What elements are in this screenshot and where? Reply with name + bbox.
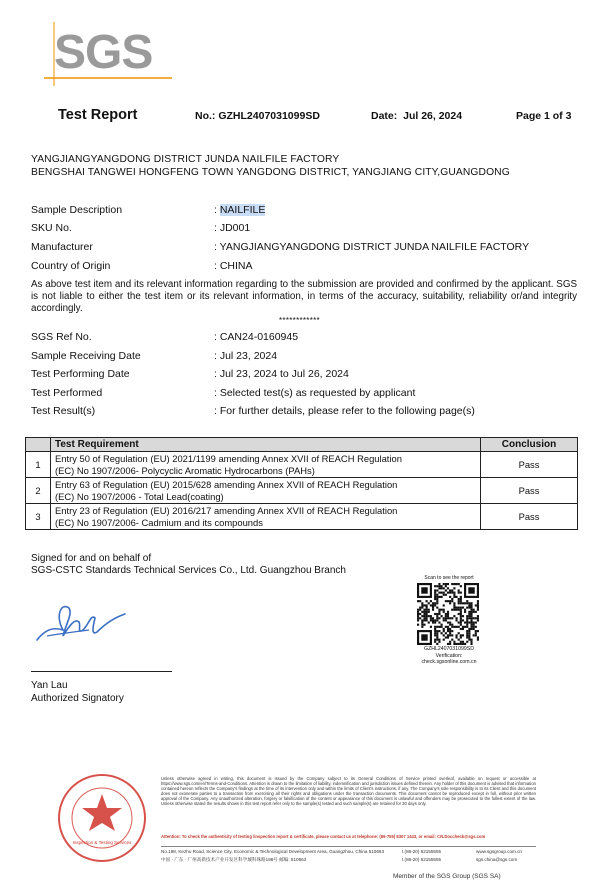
row-conclusion: Pass <box>481 478 578 504</box>
red-stamp <box>56 772 148 864</box>
signatory-name: Yan Lau <box>31 680 68 691</box>
test-results-value: : For further details, please refer to the following page(s) <box>214 405 475 417</box>
sku-value: : JD001 <box>214 222 251 234</box>
performing-date-label: Test Performing Date <box>31 368 130 380</box>
table-row <box>26 452 578 478</box>
manufacturer-value: : YANGJIANGYANGDONG DISTRICT JUNDA NAILFILE FACTORY <box>214 241 530 253</box>
header-conclusion: Conclusion <box>481 438 578 452</box>
qr-verification: GZHL2407031099SD Verification: check.sgsonline.com.cn <box>421 646 477 665</box>
row-conclusion: Pass <box>481 452 578 478</box>
footer-web[interactable]: www.sgsgroup.com.cn <box>476 849 522 854</box>
header-requirement: Test Requirement <box>51 438 481 452</box>
row-number: 1 <box>26 452 51 478</box>
row-number: 3 <box>26 504 51 530</box>
ref-no-value: : CAN24-0160945 <box>214 331 299 343</box>
stamp-text: Inspection & Testing Services <box>72 840 132 845</box>
authenticity-attention: Attention: To check the authenticity of testing /inspection report & certificate, please contact us at telephone: (86-755) 8307 1443, or email: CN.Doccheck@sgs.com <box>161 834 486 839</box>
signed-on-behalf: Signed for and on behalf of SGS-CSTC Standards Technical Services Co., Ltd. Guangzhou Branch <box>31 553 346 576</box>
footer-tel-2: t (86-20) 82155555 <box>402 857 442 862</box>
header-num-cell <box>26 438 51 452</box>
report-title: Test Report <box>58 107 138 123</box>
qr-code[interactable] <box>415 583 481 645</box>
terms-fine-print: Unless otherwise agreed in writing, this document is issued by the Company subject to its General Conditions of Service printed overleaf, available on request or accessible at https://www.sgs.com/en/Terms-and-Conditions. Attention is drawn to the limitation of liability, indemnification and jurisdiction issues defined therein. Any holder of this document is advised that information contained hereon reflects the Company's findings at the time of its intervention only and within the limits of Client's instructions, if any. The Company's sole responsibility is to its Client and this document does not exonerate parties to a transaction from exercising all their rights and obligations under the transaction documents. This document cannot be reproduced except in full, without prior written approval of the Company. Any unauthorized alteration, forgery or falsification of the content or appearance of this document is unlawful and offenders may be prosecuted to the fullest extent of the law. Unless otherwise stated the results shown in this test report refer only to the sample(s) tested and such sample(s) are retained for 30 days only. <box>161 776 536 807</box>
row-number: 2 <box>26 478 51 504</box>
test-performed-label: Test Performed <box>31 387 103 399</box>
sgs-logo <box>44 22 172 90</box>
report-number: No.: GZHL2407031099SD <box>195 110 320 122</box>
performing-date-value: : Jul 23, 2024 to Jul 26, 2024 <box>214 368 349 380</box>
row-requirement: Entry 50 of Regulation (EU) 2021/1199 amending Annex XVII of REACH Regulation (EC) No 1907/2006- Polycyclic Aromatic Hydrocarbons (PAHs) <box>51 452 481 478</box>
ref-no-label: SGS Ref No. <box>31 331 92 343</box>
signatory-title: Authorized Signatory <box>31 693 124 704</box>
row-requirement: Entry 63 of Regulation (EU) 2015/628 amending Annex XVII of REACH Regulation (EC) No 1907/2006 - Total Lead(coating) <box>51 478 481 504</box>
page-number: Page 1 of 3 <box>516 110 572 122</box>
footer-email[interactable]: sgs.china@sgs.com <box>476 857 518 862</box>
receiving-date-label: Sample Receiving Date <box>31 350 141 362</box>
test-requirement-table <box>25 437 578 530</box>
applicant-address: YANGJIANGYANGDONG DISTRICT JUNDA NAILFILE FACTORY BENGSHAI TANGWEI HONGFENG TOWN YANGDONG DISTRICT, YANGJIANG CITY,GUANGDONG <box>31 154 510 178</box>
sgs-logo-text: SGS <box>54 26 153 79</box>
test-performed-value: : Selected test(s) as requested by applicant <box>214 387 416 399</box>
footer-address-en: No.198, Kezhu Road, Science City, Economic & Technological Development Area, Guangzhou, China 510663 <box>161 849 385 854</box>
test-results-label: Test Result(s) <box>31 405 96 417</box>
manufacturer-label: Manufacturer <box>31 241 93 253</box>
disclaimer-paragraph: As above test item and its relevant information regarding to the submission are provided and confirmed by the applicant. SGS is not liable to either the test item or its relevant information, in terms of the accuracy, suitability, reliability or/and integrity accordingly. <box>31 279 577 314</box>
receiving-date-value: : Jul 23, 2024 <box>214 350 278 362</box>
report-date: Date: Jul 26, 2024 <box>371 110 463 122</box>
country-label: Country of Origin <box>31 260 111 272</box>
sample-description-label: Sample Description <box>31 204 123 216</box>
signatory <box>31 679 124 705</box>
footer-address-cn: 中国 · 广东 · 广州高新技术产业开发区科学城科珠路198号 邮编: 510663 <box>161 857 307 862</box>
footer-tel-1: t (86-20) 82155555 <box>402 849 442 854</box>
handwritten-signature <box>33 596 133 651</box>
table-header <box>26 438 578 452</box>
sample-description-value: : NAILFILE <box>214 204 266 216</box>
sku-label: SKU No. <box>31 222 72 234</box>
table-row <box>26 478 578 504</box>
footer-divider <box>161 846 536 847</box>
row-requirement: Entry 23 of Regulation (EU) 2016/217 amending Annex XVII of REACH Regulation (EC) No 1907/2006- Cadmium and its compounds <box>51 504 481 530</box>
separator-stars: ************ <box>279 316 320 325</box>
member-of-sgs: Member of the SGS Group (SGS SA) <box>393 873 501 880</box>
signature-line <box>31 671 172 672</box>
qr-caption: Scan to see the report <box>424 575 474 581</box>
row-conclusion: Pass <box>481 504 578 530</box>
table-row <box>26 504 578 530</box>
country-value: : CHINA <box>214 260 253 272</box>
